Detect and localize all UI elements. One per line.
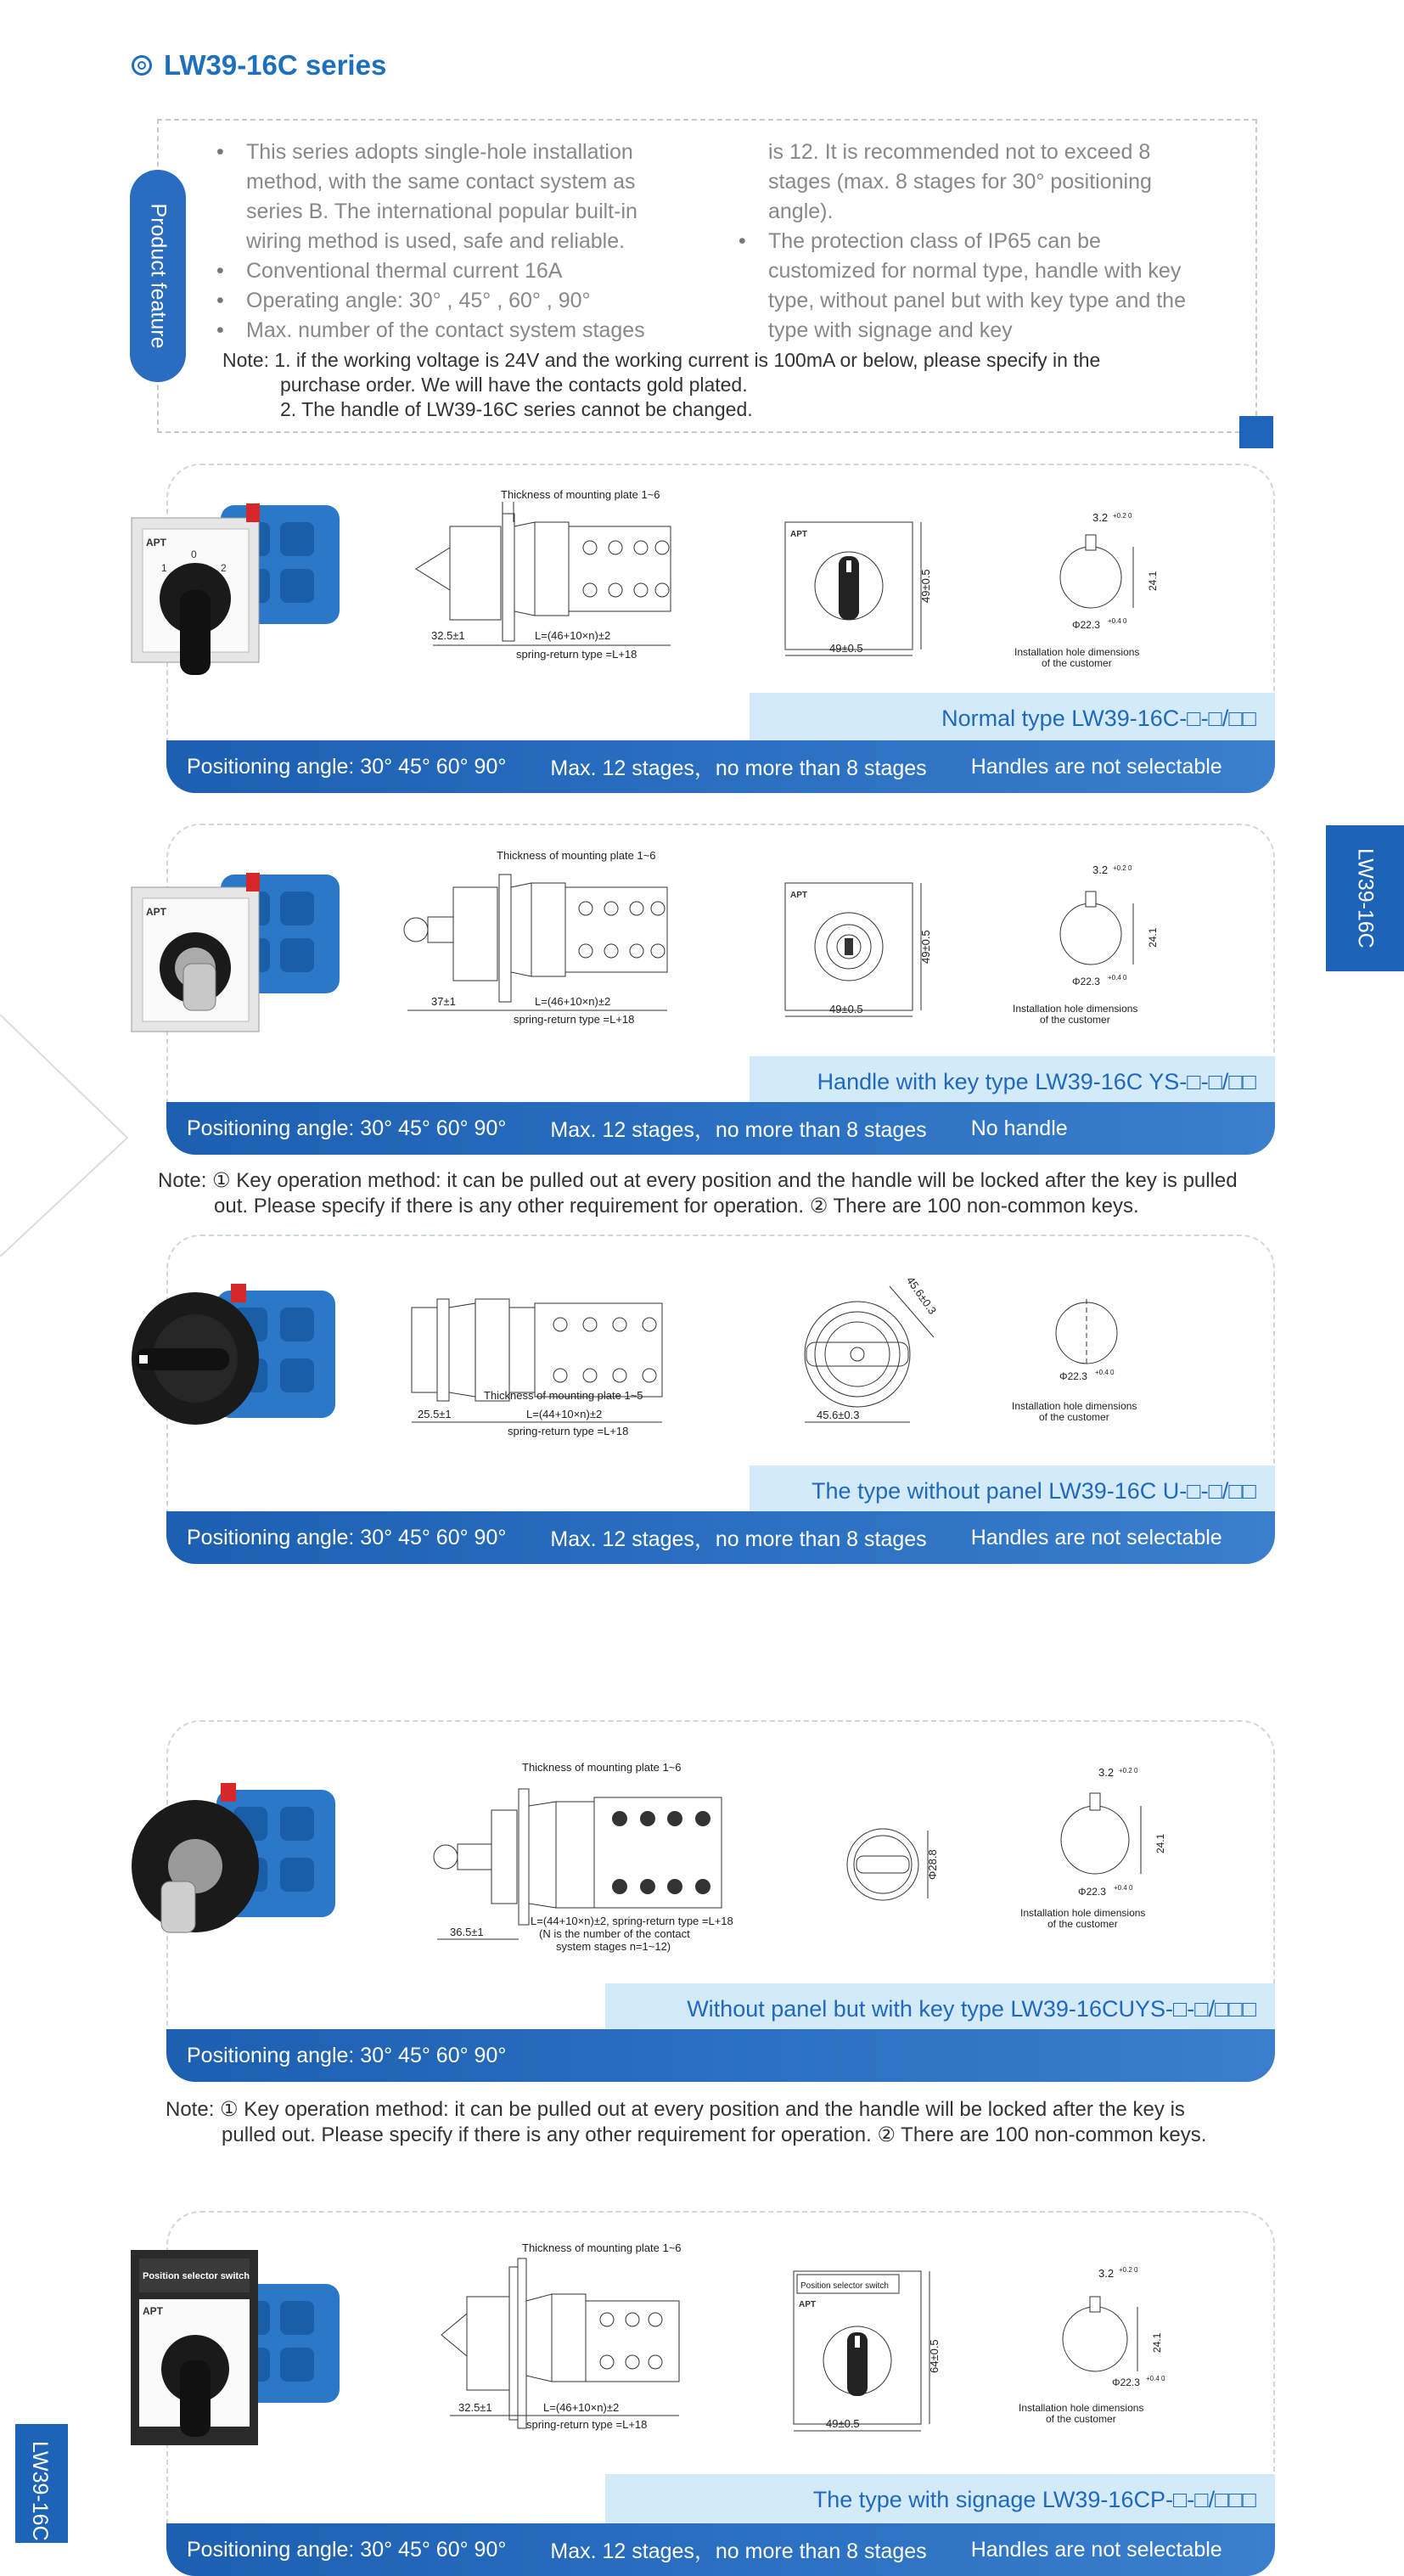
svg-text:Φ28.8: Φ28.8: [926, 1849, 939, 1880]
svg-text:49±0.5: 49±0.5: [919, 569, 932, 603]
svg-text:0: 0: [191, 548, 197, 560]
svg-text:system stages n=1~12): system stages n=1~12): [556, 1940, 671, 1953]
svg-text:24.1: 24.1: [1154, 1833, 1166, 1853]
spec-stages: Max. 12 stages，no more than 8 stages: [550, 1527, 927, 1551]
svg-text:32.5±1: 32.5±1: [458, 2401, 492, 2414]
svg-text:+0.2 0: +0.2 0: [1119, 2266, 1138, 2274]
svg-text:+0.4 0: +0.4 0: [1108, 974, 1127, 981]
svg-text:of the customer: of the customer: [1042, 657, 1112, 669]
feature-item: • This series adopts single-hole installation method, with the same contact system as series B. The international popular built-in wiring method is used, safe and reliable.: [216, 140, 637, 253]
svg-text:Installation hole dimensions: Installation hole dimensions: [1014, 646, 1140, 658]
svg-text:Φ22.3: Φ22.3: [1112, 2376, 1140, 2388]
type-label-nopanel: The type without panel LW39-16C U-□-□/□□: [750, 1465, 1275, 1516]
svg-text:of the customer: of the customer: [1046, 2413, 1116, 2425]
svg-text:spring-return type =L+18: spring-return type =L+18: [526, 2418, 648, 2431]
front-drawing-nopanel-key: [836, 1824, 955, 1909]
svg-text:25.5±1: 25.5±1: [418, 1408, 452, 1420]
feature-list-left: [216, 138, 696, 346]
svg-text:3.2: 3.2: [1098, 1766, 1115, 1779]
svg-text:APT: APT: [143, 2305, 163, 2317]
svg-text:3.2: 3.2: [1098, 2267, 1115, 2280]
svg-text:APT: APT: [790, 891, 807, 900]
svg-text:49±0.5: 49±0.5: [829, 642, 863, 655]
svg-text:Installation hole dimensions: Installation hole dimensions: [1013, 1003, 1138, 1015]
svg-text:Thickness of mounting plate 1~: Thickness of mounting plate 1~5: [484, 1389, 643, 1402]
svg-text:Thickness of mounting plate 1~: Thickness of mounting plate 1~6: [522, 2241, 682, 2254]
svg-text:of the customer: of the customer: [1039, 1411, 1109, 1423]
svg-text:Installation hole dimensions: Installation hole dimensions: [1012, 1400, 1137, 1412]
spec-handle: Handles are not selectable: [970, 754, 1222, 779]
svg-text:2: 2: [221, 562, 227, 574]
spec-stages: Max. 12 stages，no more than 8 stages: [550, 2539, 927, 2563]
side-tab: LW39-16C: [1326, 825, 1404, 971]
svg-text:of the customer: of the customer: [1047, 1918, 1118, 1930]
hole-drawing-signage: [1010, 2258, 1205, 2437]
spec-stages: Max. 12 stages，no more than 8 stages: [550, 1118, 927, 1142]
feature-item: • Max. number of the contact system stages: [216, 318, 645, 342]
svg-text:APT: APT: [790, 530, 807, 539]
hole-drawing-nopanel: [1002, 1282, 1188, 1426]
svg-text:Thickness of mounting plate 1~: Thickness of mounting plate 1~6: [497, 849, 656, 862]
spec-angle: Positioning angle: 30° 45° 60° 90°: [187, 754, 507, 779]
svg-text:24.1: 24.1: [1147, 571, 1159, 591]
spec-angle: Positioning angle: 30° 45° 60° 90°: [187, 2537, 507, 2562]
feature-item: • Conventional thermal current 16A: [216, 259, 563, 283]
svg-text:37±1: 37±1: [431, 995, 456, 1008]
corner-marker: [1239, 416, 1273, 448]
hole-drawing-key: [997, 862, 1193, 1027]
svg-text:36.5±1: 36.5±1: [450, 1926, 484, 1938]
hole-drawing-nopanel-key: [1010, 1759, 1205, 1946]
svg-text:(N is the number of the contac: (N is the number of the contact: [539, 1927, 690, 1940]
nopanel-key-note: Note: ① Key operation method: it can be pulled out at every position and the handle will be locked after the key is pulled out. Please specify if there is any other requirement for operation. ② There are 100 non-common keys.: [166, 2098, 1207, 2146]
bottom-side-tab: LW39-16C: [15, 2424, 68, 2543]
svg-text:Φ22.3: Φ22.3: [1059, 1370, 1087, 1382]
svg-text:49±0.5: 49±0.5: [919, 930, 932, 964]
front-drawing-nopanel: [789, 1269, 951, 1439]
svg-text:45.6±0.3: 45.6±0.3: [903, 1274, 940, 1317]
svg-text:L=(44+10×n)±2: L=(44+10×n)±2: [526, 1408, 603, 1420]
svg-text:3.2: 3.2: [1092, 863, 1109, 876]
svg-text:+0.4 0: +0.4 0: [1108, 617, 1127, 625]
product-photo-signage: [127, 2250, 382, 2449]
product-photo-nopanel: [127, 1282, 382, 1452]
svg-text:Φ22.3: Φ22.3: [1072, 619, 1100, 631]
svg-text:Position selector switch: Position selector switch: [143, 2271, 250, 2281]
svg-text:spring-return type =L+18: spring-return type =L+18: [514, 1013, 635, 1026]
spec-handle: No handle: [970, 1116, 1068, 1140]
svg-text:APT: APT: [146, 906, 166, 918]
svg-text:L=(46+10×n)±2: L=(46+10×n)±2: [535, 995, 611, 1008]
front-drawing-normal: [768, 509, 938, 666]
svg-text:+0.2 0: +0.2 0: [1119, 1767, 1138, 1775]
svg-text:L=(44+10×n)±2, spring-return: L=(44+10×n)±2, spring-return type =L+18: [531, 1915, 733, 1927]
type-label-signage: The type with signage LW39-16CP-□-□/□□□: [605, 2474, 1275, 2525]
side-drawing-normal: [407, 488, 696, 675]
svg-text:L=(46+10×n)±2: L=(46+10×n)±2: [543, 2401, 620, 2414]
svg-text:spring-return type =L+18: spring-return type =L+18: [516, 648, 637, 661]
svg-text:32.5±1: 32.5±1: [431, 629, 465, 642]
svg-text:Installation hole dimensions: Installation hole dimensions: [1020, 1907, 1146, 1919]
key-note: Note: ① Key operation method: it can be pulled out at every position and the handle will be locked after the key is pulled out. Please specify if there is any other requirement for operation. ② There are 100 non-common keys.: [158, 1169, 1238, 1218]
spec-angle: Positioning angle: 30° 45° 60° 90°: [187, 1525, 507, 1550]
svg-text:24.1: 24.1: [1147, 927, 1159, 948]
type-label-normal: Normal type LW39-16C-□-□/□□: [750, 693, 1275, 744]
product-feature-label: Product feature: [130, 170, 186, 382]
side-drawing-nopanel: [407, 1282, 688, 1443]
spec-handle: Handles are not selectable: [970, 2537, 1222, 2562]
svg-text:+0.4 0: +0.4 0: [1146, 2375, 1165, 2382]
svg-text:+0.2 0: +0.2 0: [1113, 512, 1132, 520]
page-title: [132, 49, 386, 82]
feature-note: Note: 1. if the working voltage is 24V and the working current is 100mA or below, please specify in the purchase order. We will have the contacts gold plated. 2. The handle of LW39-16C series cannot be changed.: [222, 349, 1101, 420]
svg-text:APT: APT: [146, 537, 166, 548]
svg-text:Installation hole dimensions: Installation hole dimensions: [1019, 2402, 1144, 2414]
svg-text:of the customer: of the customer: [1040, 1014, 1110, 1026]
spec-angle: Positioning angle: 30° 45° 60° 90°: [187, 1116, 507, 1140]
svg-text:+0.4 0: +0.4 0: [1114, 1884, 1133, 1892]
product-photo-nopanel-key: [127, 1781, 382, 1960]
svg-text:L=(46+10×n)±2: L=(46+10×n)±2: [535, 629, 611, 642]
spec-bar-key: [166, 1102, 1275, 1155]
spec-angle: Positioning angle: 30° 45° 60° 90°: [187, 2043, 507, 2067]
feature-item: • The protection class of IP65 can be customized for normal type, handle with key type, without panel but with key type and the type with signage and key: [739, 229, 1186, 342]
svg-text:1: 1: [161, 562, 167, 574]
svg-text:+0.2 0: +0.2 0: [1113, 864, 1132, 872]
spec-stages: Max. 12 stages，no more than 8 stages: [550, 756, 927, 780]
svg-text:spring-return type =L+18: spring-return type =L+18: [508, 1425, 629, 1437]
spec-bar-nopanel: [166, 1511, 1275, 1564]
feature-continuation: is 12. It is recommended not to exceed 8 stages (max. 8 stages for 30° positioning angle).: [768, 140, 1152, 223]
svg-text:APT: APT: [799, 2300, 816, 2309]
svg-text:3.2: 3.2: [1092, 511, 1109, 524]
svg-text:Φ22.3: Φ22.3: [1078, 1886, 1106, 1898]
front-drawing-signage: [785, 2263, 955, 2437]
product-photo-normal: [127, 497, 382, 692]
side-drawing-nopanel-key: [420, 1759, 785, 1971]
product-photo-key: [127, 866, 382, 1053]
svg-text:Thickness of mounting plate 1~: Thickness of mounting plate 1~6: [501, 488, 660, 501]
type-label-key: Handle with key type LW39-16C YS-□-□/□□: [750, 1056, 1275, 1107]
feature-item: • Operating angle: 30° , 45° , 60° , 90°: [216, 289, 591, 312]
svg-text:45.6±0.3: 45.6±0.3: [817, 1409, 860, 1421]
front-drawing-key: [768, 870, 938, 1027]
svg-text:24.1: 24.1: [1151, 2332, 1163, 2353]
decorative-chevron: [0, 1010, 136, 1257]
side-drawing-signage: [433, 2241, 713, 2437]
hole-drawing-normal: [997, 509, 1193, 671]
svg-text:+0.4 0: +0.4 0: [1095, 1369, 1115, 1376]
spec-bar-normal: [166, 740, 1275, 793]
type-label-nopanel-key: Without panel but with key type LW39-16CUYS-□-□/□□□: [605, 1983, 1275, 2034]
series-title: LW39-16C series: [164, 49, 387, 81]
spec-bar-nopanel-key: [166, 2029, 1275, 2082]
side-drawing-key: [399, 849, 696, 1036]
circle-icon: [132, 55, 152, 76]
spec-bar-signage: [166, 2523, 1275, 2576]
svg-text:Φ22.3: Φ22.3: [1072, 976, 1100, 987]
svg-text:Thickness of mounting plate 1~: Thickness of mounting plate 1~6: [522, 1761, 682, 1774]
svg-text:49±0.5: 49±0.5: [829, 1003, 863, 1015]
svg-text:64±0.5: 64±0.5: [928, 2339, 941, 2373]
feature-list-right: [739, 138, 1210, 346]
spec-handle: Handles are not selectable: [970, 1525, 1222, 1550]
svg-text:49±0.5: 49±0.5: [826, 2417, 860, 2430]
svg-text:Position selector switch: Position selector switch: [800, 2281, 889, 2291]
